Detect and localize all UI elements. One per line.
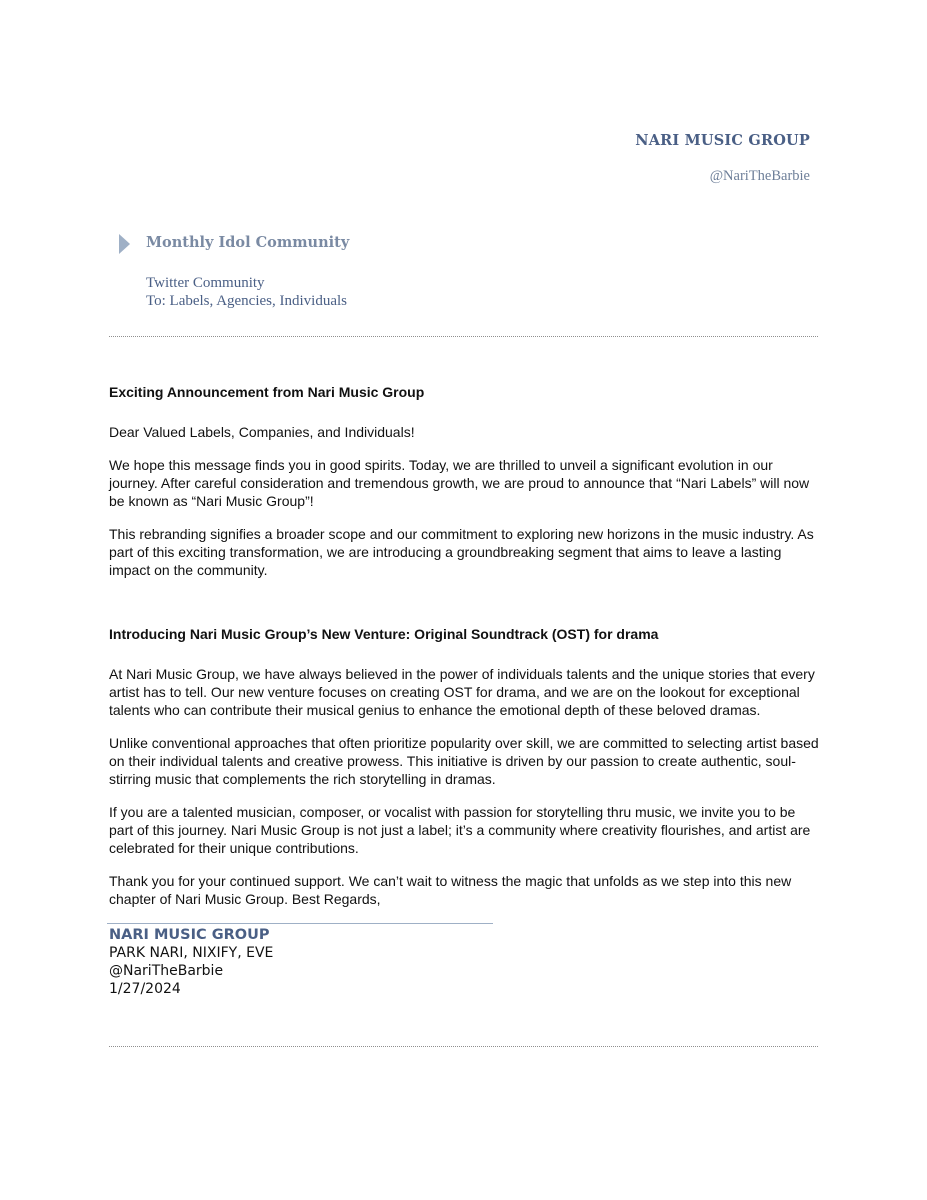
triangle-right-icon [119, 234, 130, 254]
signature-org: NARI MUSIC GROUP [109, 927, 270, 943]
recipient-title: Monthly Idol Community [146, 234, 350, 251]
header-org-name: NARI MUSIC GROUP [635, 132, 810, 149]
recipient-line-2: To: Labels, Agencies, Individuals [146, 293, 347, 309]
greeting: Dear Valued Labels, Companies, and Individuals! [109, 424, 415, 440]
paragraph-4: Unlike conventional approaches that often prioritize popularity over skill, we are committed to selecting artist based on their individual talents and creative prowess. This initiative is driven by our passion to create authentic, soul-stirring music that complements the rich storytelling in dramas. [109, 735, 819, 787]
signature-names: PARK NARI, NIXIFY, EVE [109, 945, 274, 961]
paragraph-6: Thank you for your continued support. We can’t wait to witness the magic that unfolds as we step into this new chapter of Nari Music Group. Best Regards, [109, 873, 792, 907]
paragraph-1: We hope this message finds you in good spirits. Today, we are thrilled to unveil a significant evolution in our journey. After careful consideration and tremendous growth, we are proud to announce that “Nari Labels” will now be known as “Nari Music Group”! [109, 457, 810, 509]
paragraph-2: This rebranding signifies a broader scope and our commitment to exploring new horizons in the music industry. As part of this exciting transformation, we are introducing a groundbreaking segment that aims to leave a lasting impact on the community. [109, 526, 814, 578]
divider-top [109, 336, 818, 337]
signature-handle: @NariTheBarbie [109, 963, 224, 979]
divider-bottom [109, 1046, 818, 1047]
paragraph-3: At Nari Music Group, we have always believed in the power of individuals talents and the unique stories that every artist has to tell. Our new venture focuses on creating OST for drama, and we are on the lookout for exceptional talents who can contribute their musical genius to enhance the emotional depth of these beloved dramas. [109, 666, 815, 718]
signature-date: 1/27/2024 [109, 981, 181, 997]
header-handle: @NariTheBarbie [709, 168, 810, 184]
announcement-heading: Exciting Announcement from Nari Music Group [109, 384, 425, 400]
recipient-line-1: Twitter Community [146, 275, 265, 291]
signature-rule [107, 923, 493, 924]
paragraph-5: If you are a talented musician, composer, or vocalist with passion for storytelling thru music, we invite you to be part of this journey. Nari Music Group is not just a label; it’s a community where creativity flourishes, and artist are celebrated for their unique contributions. [109, 804, 811, 856]
venture-heading: Introducing Nari Music Group’s New Venture: Original Soundtrack (OST) for drama [109, 626, 659, 642]
